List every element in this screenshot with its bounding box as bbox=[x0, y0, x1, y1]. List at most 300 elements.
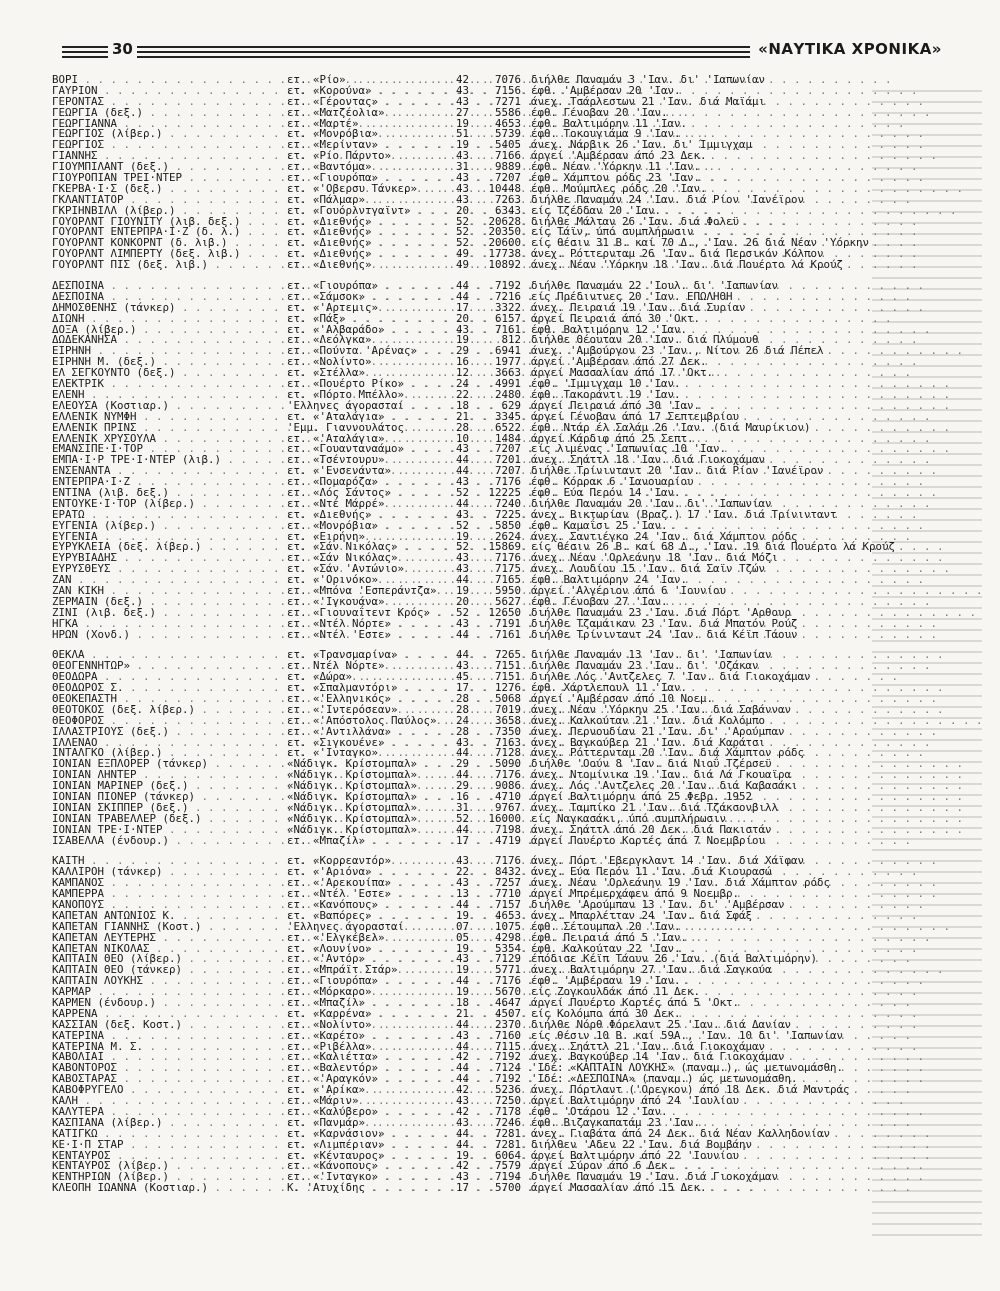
ship-year: 17 bbox=[455, 681, 469, 695]
ship-name: ΘΕΟΓΕΝΝΗΤΩΡ» . . . bbox=[52, 661, 287, 672]
ship-year: 24 bbox=[455, 713, 469, 727]
ship-name: ΚΑΣΣΙΑΝ (δεξ. Κοστ.) . . . bbox=[52, 1020, 287, 1031]
owner: ετ. «'Ενσενάντα» . . . bbox=[287, 466, 447, 477]
ship-status: άργεί Βαλτιμόρην άπό 22 'Ιουνίου bbox=[531, 1148, 740, 1162]
ship-status: έφθ. Ντάρ έλ Σαλάμ 26 'Ιαν. (διά Μαυρίκιον) bbox=[531, 420, 811, 434]
owner: ετ. «'Αντόρ» . . . bbox=[287, 954, 447, 965]
tonnage: 5739 bbox=[494, 127, 521, 141]
ship-status: άνεχ. Λός 'Αντζελες 20 'Ιαν. διά Καβασάκι bbox=[531, 779, 798, 793]
ship-status: έφθ. Βιζαγκαπατάμ 23 'Ιαν. bbox=[531, 1115, 701, 1129]
ship-name: ΕΛΛΕΝΙΚ ΝΥΜΦΗ . . . bbox=[52, 412, 287, 423]
tonnage: 5236 bbox=[494, 1083, 521, 1097]
ship-status: άνεχ. Ρόττερνταμ 20 'Ιαν. διά Χάμπτον ρόδς bbox=[531, 746, 805, 760]
ship-year: 45 bbox=[455, 670, 469, 684]
ship-year: 19 bbox=[455, 941, 469, 955]
ship-year: 29 bbox=[455, 779, 469, 793]
ship-status: διήλθε Τρίνινταντ 24 'Ιαν. διά Κέϊπ Τάουν bbox=[531, 627, 798, 641]
ship-status: διήλθε 'Οούν 8 'Ιαν. διά Νιοΰ Τζέρσεϋ bbox=[531, 757, 772, 771]
ship-status: είς Ναγκασάκι, ύπό συμπλήρωσιν bbox=[531, 811, 727, 825]
ship-name: ΕΥΡΥΒΙΑΔΗΣ . . . bbox=[52, 553, 287, 564]
ship-status: έφθ. Γένοβαν 27 'Ιαν. bbox=[531, 594, 668, 608]
tonnage: 7240 bbox=[494, 496, 521, 510]
ship-status: άνεχ. Σαντιέγκο 24 'Ιαν. διά Χάμπτον ρόδς bbox=[531, 529, 798, 543]
owner: ετ. «Λεόλγκα» . . . bbox=[287, 335, 447, 346]
ship-status: έφθ. Χάμπτον ρόδς 23 'Ιαν. bbox=[531, 171, 701, 185]
owner: ετ. «'Αταλάγια» . . . bbox=[287, 412, 447, 423]
ship-name: ΕΛΛΕΝΙΚ ΧΡΥΣΟΥΛΑ . . . bbox=[52, 434, 287, 445]
owner: ετ. «Πάλμαρ» . . . bbox=[287, 195, 447, 206]
owner: ετ. «Κένταυρος» . . . bbox=[287, 1151, 447, 1162]
tonnage: 7156 bbox=[494, 83, 521, 97]
ship-name: ΖΙΝΙ (λιβ. δεξ.) . . . bbox=[52, 608, 287, 619]
tonnage: 7165 bbox=[494, 573, 521, 587]
ship-year: 43 bbox=[455, 616, 469, 630]
ship-name: ΙΝΤΑΛΓΚΟ (λίβερ.) . . . bbox=[52, 748, 287, 759]
ship-status: διήλθε Παναμάν 24 'Ιαν. διά Ρίον 'Ιανέϊρον bbox=[531, 192, 805, 206]
ship-name: ΚΕΝΤΑΥΡΟΣ . . . bbox=[52, 1151, 287, 1162]
ship-year: 19 bbox=[455, 138, 469, 152]
ship-status: άνεχ. Εύα Περόν 11 'Ιαν. διά Κιουρασώ bbox=[531, 865, 772, 879]
ship-status: διήλθε 'Αρούμπαν 13 'Ιαν. δι' 'Αμβέρσαν bbox=[531, 898, 785, 912]
ship-status: διήλθε Παναμάν 23 'Ιαν. διά Πόρτ 'Αρθουρ bbox=[531, 605, 792, 619]
ship-year: 44 bbox=[455, 1061, 469, 1075]
ship-status: άνεχ. Περνουδίαν 21 'Ιαν. δι' 'Αρούμπαν bbox=[531, 724, 785, 738]
ship-year: 12 bbox=[455, 366, 469, 380]
tonnage: 7151 bbox=[494, 659, 521, 673]
ship-name: ΕΙΡΗΝΗ Μ. (δεξ.) . . . bbox=[52, 357, 287, 368]
owner: ετ. «Διεθνής» . . . bbox=[287, 227, 447, 238]
owner: ετ. «Τρανσμαρίνα» . . . bbox=[287, 650, 447, 661]
ship-status: άργεί Μασσαλίαν άπό 17 'Οκτ. bbox=[531, 366, 714, 380]
ship-status: είς θέσιν 26 Β. καί 68 Δ., 'Ιαν. 19 διά Πουέρτο λά Κρούζ bbox=[531, 540, 896, 554]
owner: ετ. «'Αντιλλάνα» . . . bbox=[287, 727, 447, 738]
ship-name: ΕΥΡΥΚΛΕΙΑ (δεξ. λίβερ.) . . . bbox=[52, 542, 287, 553]
owner: ετ. «Γιουρόπα» . . . bbox=[287, 281, 447, 292]
tonnage: 7350 bbox=[494, 724, 521, 738]
table-row bbox=[52, 258, 844, 272]
ship-group bbox=[52, 854, 850, 1195]
owner: ετ. «'Απόστολος Παύλος» . . . bbox=[287, 716, 447, 727]
ship-status: άνεχ. Πειραιά 19 'Ιαν. διά Συρίαν bbox=[531, 300, 746, 314]
ship-status: άνεχ. Νέαν 'Ορλεάνην 18 'Ιαν. διά Μόζι bbox=[531, 551, 779, 565]
ship-year: 52 bbox=[455, 485, 469, 499]
ship-status: έφθ. 'Οτάρου 12 'Ιαν. bbox=[531, 1104, 668, 1118]
ship-year: 44 bbox=[455, 1126, 469, 1140]
owner: ετ. «Σάν Νικόλας» . . . bbox=[287, 542, 447, 553]
ship-status: άργεί Σύρον άπό 6 Δεκ. bbox=[531, 1159, 675, 1173]
ship-name: ΚΑΡΡΕΝΑ . . . bbox=[52, 1009, 287, 1020]
owner: ετ. «Μπαζίλ» . . . bbox=[287, 998, 447, 1009]
ship-name: ΚΑΜΠΕΡΡΑ . . . bbox=[52, 889, 287, 900]
owner: ετ. «'Αρτεμις» . . . bbox=[287, 303, 447, 314]
ship-name: ΙΛΛΕΝΑΟ . . . bbox=[52, 738, 287, 749]
owner: ετ. «Σπαλμαντόρι» . . . bbox=[287, 683, 447, 694]
ship-status: άργεί 'Αλγέριον άπό 6 'Ιουνίου bbox=[531, 583, 727, 597]
ship-name: ΓΕΩΡΓΙΑ (δεξ.) . . . bbox=[52, 108, 287, 119]
owner: ετ. «Καλύβερο» . . . bbox=[287, 1107, 447, 1118]
tonnage: 5586 bbox=[494, 105, 521, 119]
ship-year: 52 bbox=[455, 214, 469, 228]
ship-status: διήλθε Παναμάν 19 'Ιαν. διά Γιοκοχάμαν bbox=[531, 1170, 779, 1184]
tonnage: 16000 bbox=[488, 811, 521, 825]
tonnage: 3345 bbox=[494, 409, 521, 423]
tonnage: 7257 bbox=[494, 876, 521, 890]
ship-year: 13 bbox=[455, 887, 469, 901]
ship-status: άνεχ. Λουδίου 15 'Ιαν. διά Σαϊν Τζών bbox=[531, 562, 766, 576]
owner: ετ. «Βαπόρες» . . . bbox=[287, 911, 447, 922]
ship-name: ΙΟΝΙΑΝ ΠΙΟΝΕΡ (τάνκερ) . . . bbox=[52, 792, 287, 803]
owner: ετ. «'Ελληνικός» . . . bbox=[287, 694, 447, 705]
tonnage: 7281 bbox=[494, 1126, 521, 1140]
ship-status: έφθ. Βαλτιμόρην 12 'Ιαν. bbox=[531, 322, 688, 336]
tonnage: 5354 bbox=[494, 941, 521, 955]
ship-name: ΚΑΠΤΑΙΝ ΘΕΟ (τάνκερ) . . . bbox=[52, 965, 287, 976]
tonnage: 7160 bbox=[494, 1028, 521, 1042]
ship-year: 52 bbox=[455, 236, 469, 250]
owner: 'Ελληνες άγορασταί . . . bbox=[287, 401, 447, 412]
ship-status: είς λιμένας 'Ιαπωνίας 10 'Ιαν. bbox=[531, 442, 727, 456]
ship-status: άνεχ. Σηάττλ 21 'Ιαν. διά Γιοκοχάμαν bbox=[531, 1039, 766, 1053]
ship-name: ΓΟΥΟΡΛΝΤ ΠΙΣ (δεξ. λιβ.) . . . bbox=[52, 260, 287, 271]
ship-name: ΕΡΑΤΩ . . . bbox=[52, 510, 287, 521]
owner: ετ. «Λός Σάντος» . . . bbox=[287, 488, 447, 499]
ship-name: ΚΑΒΟΝΤΟΡΟΣ . . . bbox=[52, 1063, 287, 1074]
ship-name: ΕΥΓΕΝΙΑ (λίβερ.) . . . bbox=[52, 521, 287, 532]
ship-name: ΙΣΑΒΕΛΛΑ (ένδουρ.) . . . bbox=[52, 836, 287, 847]
tonnage: 7263 bbox=[494, 192, 521, 206]
owner: ετ. «'Ινταγκο» . . . bbox=[287, 1172, 447, 1183]
owner: ετ. «Γουόρλντγαϊντ» . . . bbox=[287, 206, 447, 217]
tonnage: 7076 bbox=[494, 73, 521, 86]
tonnage: 12225 bbox=[488, 485, 521, 499]
owner: ετ. «Καρρένα» . . . bbox=[287, 1009, 447, 1020]
ship-name: ΚΑΣΠΙΑΝΑ (λίβερ.) . . . bbox=[52, 1118, 287, 1129]
tonnage: 7157 bbox=[494, 898, 521, 912]
ship-name: ΓΕΩΡΓΙΑΝΝΑ . . . bbox=[52, 119, 287, 130]
ship-name: ΚΑΠΕΤΑΝ ΛΕΥΤΕΡΗΣ . . . bbox=[52, 933, 287, 944]
owner: ετ. «Μονρόβια» . . . bbox=[287, 521, 447, 532]
ship-status: άνεχ. Ντομίνικα 19 'Ιαν. διά Λά Γκουαϊρα bbox=[531, 768, 792, 782]
ship-year: 44 bbox=[455, 974, 469, 988]
tonnage: 7207 bbox=[494, 442, 521, 456]
tonnage: 7271 bbox=[494, 94, 521, 108]
owner: ετ. «Πουέρτο Ρίκο» . . . bbox=[287, 379, 447, 390]
tonnage: 8432 bbox=[494, 865, 521, 879]
ship-status: άνεχ. Μπαρλέτταν 24 'Ιαν. διά Σφάξ bbox=[531, 908, 753, 922]
owner: ετ. «Ντέλ 'Εστε» . . . bbox=[287, 630, 447, 641]
owner: ετ. «'Αραγκόν» . . . bbox=[287, 1074, 447, 1085]
tonnage: 7176 bbox=[494, 854, 521, 868]
ship-year: 52 bbox=[455, 540, 469, 554]
owner: ετ. «Πάξ» . . . bbox=[287, 314, 447, 325]
ship-year: 44 bbox=[455, 898, 469, 912]
ship-year: 20 bbox=[455, 203, 469, 217]
ship-status: έφθ. Γένοβαν 20 'Ιαν. bbox=[531, 105, 668, 119]
owner: 'Εμμ. Γιαννουλάτος . . . bbox=[287, 423, 447, 434]
owner: ετ. «Κάνοπους» . . . bbox=[287, 1161, 447, 1172]
ship-name: ΚΑΤΕΡΙΝΑ Μ. Σ. . . . bbox=[52, 1042, 287, 1053]
owner: ετ. «Νολίντο» . . . bbox=[287, 357, 447, 368]
tonnage: 7124 bbox=[494, 1061, 521, 1075]
ship-status: άργεί Μπρέμερχάφεν άπό 9 Νοεμβρ. bbox=[531, 887, 740, 901]
ship-year: 43 bbox=[455, 475, 469, 489]
tonnage: 5771 bbox=[494, 963, 521, 977]
ship-status: άργεί 'Αμβέρσαν άπό 10 Νοεμ. bbox=[531, 691, 714, 705]
ship-name: ΖΕΡΜΑΙΝ (δεξ.) . . . bbox=[52, 597, 287, 608]
ship-year: 19 bbox=[455, 963, 469, 977]
tonnage: 7192 bbox=[494, 1072, 521, 1086]
owner: «Νάδιγκ. Κρίστομπαλ» . . . bbox=[287, 792, 447, 803]
ship-register-table bbox=[52, 73, 896, 1204]
tonnage: 9086 bbox=[494, 779, 521, 793]
ship-year: 43 bbox=[455, 854, 469, 868]
tonnage: 9767 bbox=[494, 800, 521, 814]
table-row bbox=[52, 627, 798, 641]
ship-name: ΚΑΡΜΑΡ . . . bbox=[52, 987, 287, 998]
tonnage: 7250 bbox=[494, 1094, 521, 1108]
ship-status: άνεχ. Βαγκούβερ 21 'Ιαν. διά Καράτσι bbox=[531, 735, 766, 749]
tonnage: 17738 bbox=[488, 247, 521, 261]
owner: ετ. «Γέροντας» . . . bbox=[287, 97, 447, 108]
owner: «Νάδιγκ. Κρίστομπαλ» . . . bbox=[287, 825, 447, 836]
owner: ετ. «'Ιντερόσεαν» . . . bbox=[287, 705, 447, 716]
ship-name: ΙΟΝΙΑΝ ΤΡΑΒΕΛΛΕΡ (δεξ.) . . . bbox=[52, 814, 287, 825]
tonnage: 4647 bbox=[494, 996, 521, 1010]
owner: ετ. «Πανμάρ» . . . bbox=[287, 1118, 447, 1129]
ship-name: ΔΗΜΟΣΘΕΝΗΣ (τάνκερ) . . . bbox=[52, 303, 287, 314]
tonnage: 6522 bbox=[494, 420, 521, 434]
ship-year: 19 bbox=[455, 116, 469, 130]
ship-name: ΕΝΣΕΝΑΝΤΑ . . . bbox=[52, 466, 287, 477]
ship-name: ΚΑΛΗ . . . bbox=[52, 1096, 287, 1107]
ship-status: άνεχ. 'Αμβούργον 23 'Ιαν., Νίτον 26 διά Πέπελ bbox=[531, 344, 824, 358]
ship-status: είς Τάϊν, ύπό συμπλήρωσιν bbox=[531, 225, 694, 239]
ship-year: 31 bbox=[455, 160, 469, 174]
owner: ετ. «Μάριν» . . . bbox=[287, 1096, 447, 1107]
owner: ετ. «Διεθνής» . . . bbox=[287, 238, 447, 249]
ship-year: 05 bbox=[455, 930, 469, 944]
ship-year: 51 bbox=[455, 127, 469, 141]
ship-name: ΚΑΠΕΤΑΝ ΓΙΑΝΝΗΣ (Κοστ.) . . . bbox=[52, 922, 287, 933]
ship-status: άνεχ. Τσάρλεστων 21 'Ιαν. διά Μαϊάμι bbox=[531, 94, 766, 108]
magazine-title: «ΝΑΥΤΙΚΑ ΧΡΟΝΙΚΑ» bbox=[750, 40, 942, 58]
ship-status: διήλθε Παναμάν 3 'Ιαν. δι' 'Ιαπωνίαν bbox=[531, 73, 766, 86]
tonnage: 3322 bbox=[494, 300, 521, 314]
ship-status: είς Πρέδιντνες 20 'Ιαν. ΕΠΩΛΗΘΗ bbox=[531, 289, 733, 303]
ship-year: 17 bbox=[455, 300, 469, 314]
owner: ετ. «Μπράϊτ Στάρ» . . . bbox=[287, 965, 447, 976]
owner: «Νάδιγκ. Κρίστομπαλ» . . . bbox=[287, 770, 447, 781]
ship-name: ΚΑΒΟΦΡΥΓΕΛΟ . . . bbox=[52, 1085, 287, 1096]
ship-name: ΗΓΚΑ . . . bbox=[52, 619, 287, 630]
ship-name: ΕΜΠΑ·Ι·Ρ ΤΡΕ·Ι·ΝΤΕΡ (λιβ.) . . . bbox=[52, 455, 287, 466]
tonnage: 1484 bbox=[494, 431, 521, 445]
ship-status: 'Ιδέ: «ΔΕΣΠΟΙΝΑ» (παναμ.) ώς μετωνομάσθη. bbox=[531, 1072, 798, 1086]
owner: ετ. «Πούντα 'Αρένας» . . . bbox=[287, 346, 447, 357]
ship-name: ΔΕΣΠΟΙΝΑ . . . bbox=[52, 292, 287, 303]
tonnage: 6157 bbox=[494, 311, 521, 325]
owner: ετ. «Διεθνής» . . . bbox=[287, 510, 447, 521]
ship-name: ΓΟΥΟΡΛΝΤ ΕΝΤΕΡΠΡΑ·Ι·Ζ (δ. λ.) . . . bbox=[52, 227, 287, 238]
owner: ετ. Ντέλ Νόρτε» . . . bbox=[287, 661, 447, 672]
ship-year: 42 bbox=[455, 1159, 469, 1173]
tonnage: 5850 bbox=[494, 518, 521, 532]
ship-year: 43 bbox=[455, 735, 469, 749]
owner: ετ. «Σάν 'Αντώνιο» . . . bbox=[287, 564, 447, 575]
ship-name: ΓΑΥΡΙΟΝ . . . bbox=[52, 86, 287, 97]
ship-name: ΓΙΑΝΝΗΣ . . . bbox=[52, 151, 287, 162]
ship-name: ΙΟΝΙΑΝ ΛΗΝΤΕΡ . . . bbox=[52, 770, 287, 781]
ship-status: άνεχ. Σηάττλ άπό 20 Δεκ. διά Πακιστάν bbox=[531, 822, 772, 836]
tonnage: 20600 bbox=[488, 236, 521, 250]
ship-name: ΚΑΒΟΣΤΑΡΑΣ . . . bbox=[52, 1074, 287, 1085]
ship-status: άνεχ. Νέαν 'Υόρκην 18 'Ιαν. διά Πουέρτο λά Κρούζ bbox=[531, 258, 844, 272]
ship-name: ΚΑΛΛΙΡΟΗ (τάνκερ) . . . bbox=[52, 867, 287, 878]
ship-status: είς θέσιν 10 Β. καί 59Α., 'Ιαν. 10 δι' 'Ιαπωνίαν bbox=[531, 1028, 844, 1042]
ship-status: άνεχ. Βαγκούβερ 14 'Ιαν. διά Γιοκοχάμαν bbox=[531, 1050, 785, 1064]
ship-year: 19 bbox=[455, 985, 469, 999]
ship-year: 44 bbox=[455, 648, 469, 662]
owner: ετ. «'Ελγκέβελ» . . . bbox=[287, 933, 447, 944]
ship-year: 49 bbox=[455, 247, 469, 261]
owner: ετ. «Ριβέλλα» . . . bbox=[287, 1042, 447, 1053]
ship-year: 44 bbox=[455, 573, 469, 587]
owner: ετ. «Βαντόμα» . . . bbox=[287, 162, 447, 173]
ship-status: έφθ. Βαλτιμόρην 11 'Ιαν. bbox=[531, 116, 688, 130]
ship-year: 44 bbox=[455, 464, 469, 478]
tonnage: 6941 bbox=[494, 344, 521, 358]
tonnage: 7192 bbox=[494, 279, 521, 293]
ship-name: ΚΑΙΤΗ . . . bbox=[52, 856, 287, 867]
ship-status: είς Ζογκουλδάκ άπό 11 Δεκ. bbox=[531, 985, 701, 999]
ship-status: είς Τζέδδαν 20 'Ιαν. bbox=[531, 203, 662, 217]
tonnage: 7201 bbox=[494, 453, 521, 467]
ship-name: ΚΑΛΥΤΕΡΑ . . . bbox=[52, 1107, 287, 1118]
ship-status: έφθ. 'Αμβέρσαν 19 'Ιαν. bbox=[531, 974, 681, 988]
ship-status: έφθ. Κόρρακ 6 'Ιανουαρίου bbox=[531, 475, 694, 489]
owner: «Νάδιγκ. Κρίστομπαλ» . . . bbox=[287, 803, 447, 814]
ship-year: 52 bbox=[455, 605, 469, 619]
owner: ετ. «Ντέλ Νόρτε» . . . bbox=[287, 619, 447, 630]
ship-year: 44 bbox=[455, 1039, 469, 1053]
owner: ετ. «Μπαζίλ» . . . bbox=[287, 836, 447, 847]
ship-year: 43 bbox=[455, 149, 469, 163]
owner: ετ. «'Ιγκουάνα» . . . bbox=[287, 597, 447, 608]
ship-year: 44 bbox=[455, 1072, 469, 1086]
tonnage: 9889 bbox=[494, 160, 521, 174]
ship-status: άργεί Πουέρτο Κορτές άπό 5 'Οκτ. bbox=[531, 996, 740, 1010]
ship-year: 28 bbox=[455, 702, 469, 716]
ship-status: διήλθε Τζαμάικαν 23 'Ιαν. διά Μπατόν Ρούζ bbox=[531, 616, 798, 630]
tonnage: 3658 bbox=[494, 713, 521, 727]
ship-name: ΙΟΝΙΑΝ ΜΑΡΙΝΕΡ (δεξ.) . . . bbox=[52, 781, 287, 792]
ship-year: 43 bbox=[455, 551, 469, 565]
ship-name: ΚΕΝΤΑΥΡΟΣ (λίβερ.) . . . bbox=[52, 1161, 287, 1172]
ship-status: άργεί Βαλτιμόρην άπό 25 Φεβρ. 1952 bbox=[531, 790, 753, 803]
ship-status: έφθ. Καλκούταν 22 'Ιαν. bbox=[531, 941, 681, 955]
ship-name: ΚΕ·Ι·Π ΣΤΑΡ . . . bbox=[52, 1140, 287, 1151]
tonnage: 1075 bbox=[494, 919, 521, 933]
ship-name: ΓΕΡΟΝΤΑΣ . . . bbox=[52, 97, 287, 108]
ship-year: 52 bbox=[455, 811, 469, 825]
ship-year: 18 bbox=[455, 398, 469, 412]
owner: ετ. «'Αταλάγια» . . . bbox=[287, 434, 447, 445]
ship-status: έφθ. Πειραιά άπό 5 'Ιαν. bbox=[531, 930, 688, 944]
ship-status: άργεί 'Αμβέρσαν άπό 23 Δεκ. bbox=[531, 149, 707, 163]
ship-name: ΚΑΠΕΤΑΝ ΝΙΚΟΛΑΣ . . . bbox=[52, 944, 287, 955]
tonnage: 5670 bbox=[494, 985, 521, 999]
ship-year: 44 bbox=[455, 453, 469, 467]
owner: ετ. «'Αλβαράδο» . . . bbox=[287, 325, 447, 336]
tonnage: 2370 bbox=[494, 1017, 521, 1031]
tonnage: 2624 bbox=[494, 529, 521, 543]
ship-name: ΘΕΟΔΩΡΑ . . . bbox=[52, 672, 287, 683]
ship-year: 44 bbox=[455, 746, 469, 760]
ship-year: 22 bbox=[455, 387, 469, 401]
ship-year: 21 bbox=[455, 1006, 469, 1020]
ship-name: ΘΕΟΚΕΠΑΣΤΗ . . . bbox=[52, 694, 287, 705]
ship-year: 44 bbox=[455, 279, 469, 293]
ship-year: 43 bbox=[455, 442, 469, 456]
ship-year: 16 bbox=[455, 355, 469, 369]
owner: ετ. «Μπόνα 'Εσπεράντζα» . . . bbox=[287, 586, 447, 597]
ship-name: ΓΙΟΥΜΠΙΛΑΝΤ (δεξ.) . . . bbox=[52, 162, 287, 173]
tonnage: 7207 bbox=[494, 464, 521, 478]
ship-year: 19 bbox=[455, 908, 469, 922]
ship-year: 43 bbox=[455, 171, 469, 185]
owner: ετ. «Μερίνταν» . . . bbox=[287, 140, 447, 151]
ship-status: άργεί Πουέρτο Κορτές άπό 7 Νοεμβρίου bbox=[531, 833, 766, 847]
tonnage: 2480 bbox=[494, 387, 521, 401]
owner: ετ. «Ρίο» . . . bbox=[287, 75, 447, 86]
ship-year: 28 bbox=[455, 420, 469, 434]
ship-name: ΚΑΠΤΑΙΝ ΘΕΟ (λίβερ.) . . . bbox=[52, 954, 287, 965]
ship-year: 20 bbox=[455, 594, 469, 608]
ship-name: ΓΚΛΑΝΤΙΑΤΟΡ . . . bbox=[52, 195, 287, 206]
ship-year: 22 bbox=[455, 865, 469, 879]
ship-name: ΕΜΑΝΣΙΠΕ·Ι·ΤΟΡ . . . bbox=[52, 444, 287, 455]
tonnage: 5068 bbox=[494, 691, 521, 705]
owner: ετ. «Διεθνής» . . . bbox=[287, 249, 447, 260]
ship-name: ΓΙΟΥΡΟΠΙΑΝ ΤΡΕΙ·ΝΤΕΡ . . . bbox=[52, 173, 287, 184]
owner: ετ. «'Ορινόκο» . . . bbox=[287, 575, 447, 586]
tonnage: 4653 bbox=[494, 116, 521, 130]
ship-status: έπόδισε Κέϊπ Τάουν 26 'Ιαν. (διά Βαλτιμόρην) bbox=[531, 952, 818, 966]
ship-year: 43 bbox=[455, 322, 469, 336]
owner: ετ. «Κορούνα» . . . bbox=[287, 86, 447, 97]
ship-year: 44 bbox=[455, 1137, 469, 1151]
ship-status: άνεχ. Σηάττλ 18 'Ιαν. διά Γιοκοχάμαν bbox=[531, 453, 766, 467]
ship-name: ΘΕΟΤΟΚΟΣ (δεξ. λίβερ.) . . . bbox=[52, 705, 287, 716]
ship-year: 10 bbox=[455, 431, 469, 445]
ship-status: άργεί Κάρδιφ άπό 25 Σεπτ. bbox=[531, 431, 694, 445]
ship-status: άργεί Πειραιά άπό 30 'Ιαν. bbox=[531, 398, 701, 412]
ship-year: 17 bbox=[455, 833, 469, 847]
owner: ετ. «Διεθνής» . . . bbox=[287, 260, 447, 271]
tonnage: 7175 bbox=[494, 562, 521, 576]
ship-status: έφθ. Τοκουγιάμα 9 'Ιαν. bbox=[531, 127, 681, 141]
ship-year: 28 bbox=[455, 724, 469, 738]
owner: ετ. «'Αρεκουίπα» . . . bbox=[287, 878, 447, 889]
ship-year: 43 bbox=[455, 1115, 469, 1129]
owner: ετ. «Κανόπους» . . . bbox=[287, 900, 447, 911]
ship-year: 43 bbox=[455, 94, 469, 108]
ship-name: ΕΥΡΥΣΘΕΥΣ . . . bbox=[52, 564, 287, 575]
ship-status: διήλθε Παναμάν 22 'Ιουλ. δι' 'Ιαπωνίαν bbox=[531, 279, 779, 293]
ship-year: 24 bbox=[455, 377, 469, 391]
ship-status: άνεχ. Ρόττερνταμ 26 'Ιαν. διά Περσικόν Κόλπον bbox=[531, 247, 824, 261]
ship-status: έφθ. Σέτουμπαλ 20 'Ιαν. bbox=[531, 919, 681, 933]
